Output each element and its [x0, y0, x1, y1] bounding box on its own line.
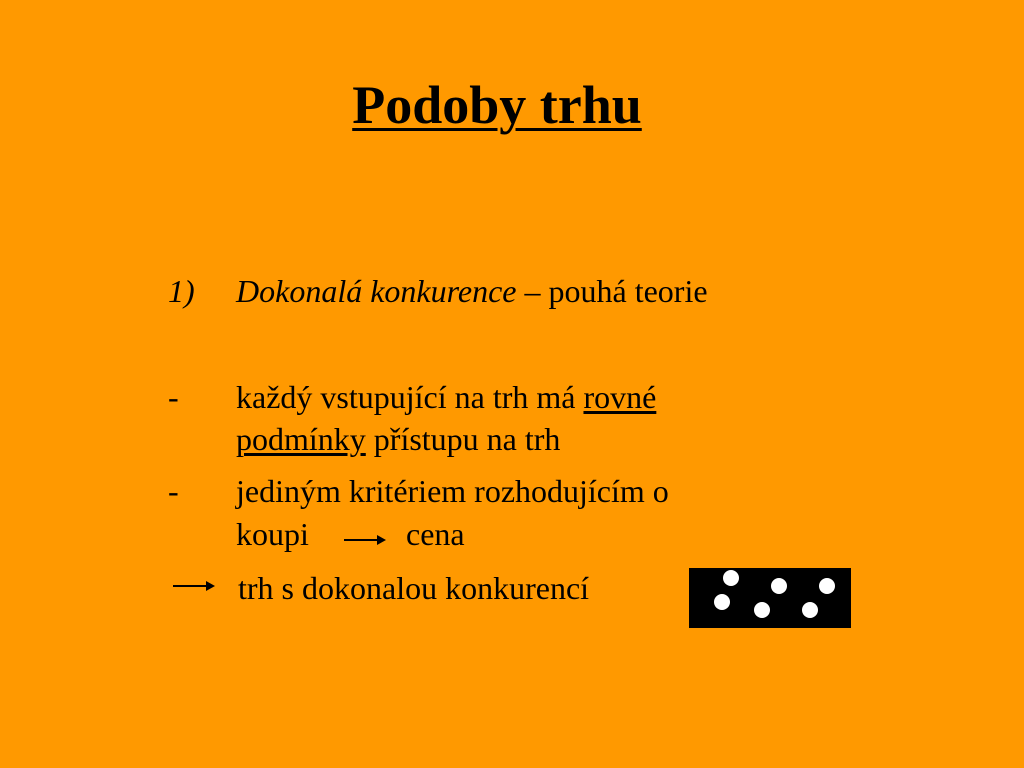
item-heading [236, 270, 708, 312]
bullet-marker-2: - [168, 473, 179, 509]
dot-icon [723, 570, 739, 586]
item-description: – pouhá teorie [516, 273, 708, 309]
bullet-1-underlined-a: rovné [583, 379, 657, 415]
dot-icon [771, 578, 787, 594]
dot-icon [714, 594, 730, 610]
conclusion-text: trh s dokonalou konkurencí [238, 570, 590, 606]
bullet-2-word: koupi [236, 516, 309, 552]
market-dots-illustration [689, 568, 851, 628]
conclusion-arrow-icon [173, 585, 213, 587]
bullet-1-text-a: každý vstupující na trh má [236, 379, 584, 415]
bullet-2-result: cena [406, 516, 465, 552]
bullet-1-line-1 [236, 376, 656, 418]
bullet-1-text-b: přístupu na trh [365, 421, 561, 457]
dot-icon [802, 602, 818, 618]
slide-title: Podoby trhu [352, 75, 642, 135]
dot-icon [754, 602, 770, 618]
dot-icon [819, 578, 835, 594]
right-arrow-icon [344, 539, 384, 541]
bullet-1-underlined-b: podmínky [236, 421, 366, 457]
item-term: Dokonalá konkurence [236, 273, 517, 309]
bullet-1-line-2 [236, 418, 560, 460]
bullet-marker-1: - [168, 379, 179, 415]
item-number: 1) [168, 273, 195, 309]
bullet-2-line-1: jediným kritériem rozhodujícím o [236, 473, 669, 509]
